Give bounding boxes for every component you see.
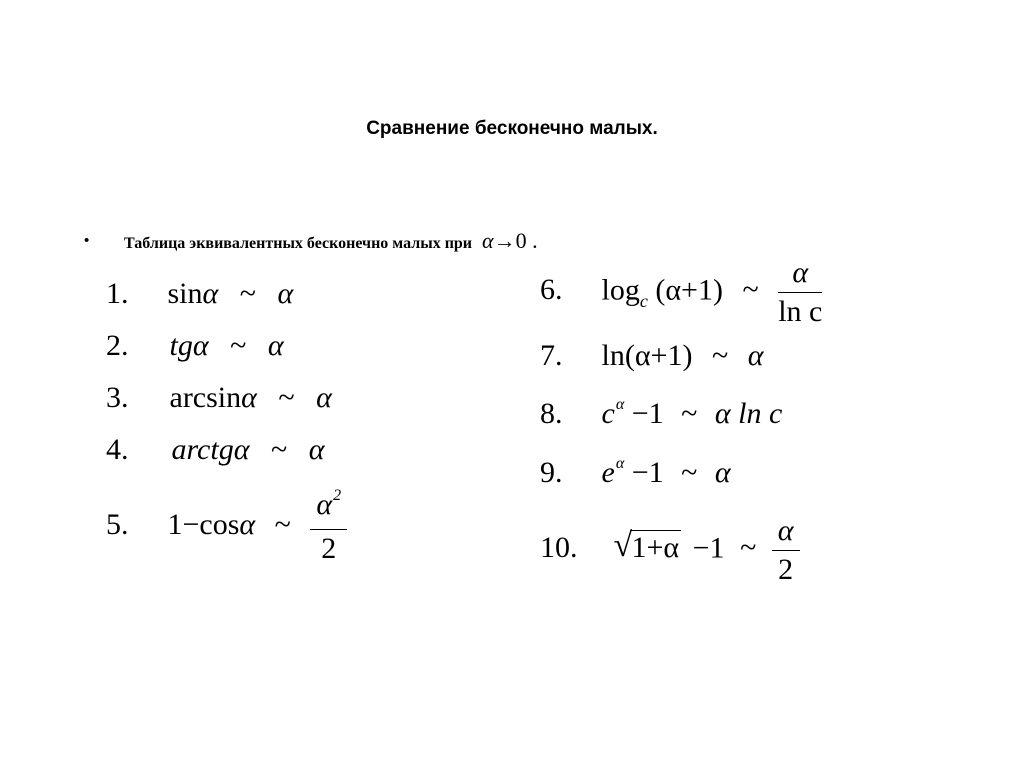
formula-number: 1.: [106, 277, 129, 310]
formula-number: 4.: [106, 433, 129, 466]
formula-5: [106, 488, 347, 566]
formula-rhs: α: [714, 456, 731, 489]
condition-variable: α: [482, 228, 494, 253]
page-title: Сравнение бесконечно малых.: [366, 118, 658, 139]
formula-lhs: sin: [167, 277, 203, 310]
formula-lhs-rest: −1: [692, 531, 725, 565]
fraction-denominator: ln c: [778, 295, 823, 328]
formula-number: 7.: [540, 339, 563, 372]
formula-number: 8.: [540, 397, 563, 430]
square-root: [613, 527, 682, 566]
formula-3: [106, 380, 332, 416]
fraction-denominator: 2: [778, 553, 794, 586]
condition-limit: →0 .: [493, 228, 538, 253]
fraction-denominator: 2: [321, 532, 337, 565]
formula-fraction: [310, 488, 347, 566]
formula-fraction: [778, 256, 822, 329]
formula-rhs: α ln c: [714, 397, 783, 430]
equivalence-sign: ~: [239, 277, 256, 310]
formula-rhs: α: [316, 381, 332, 414]
caption-text: Таблица эквивалентных бесконечно малых при: [124, 235, 473, 252]
formula-7: [540, 338, 763, 374]
formula-lhs-base: c: [601, 397, 615, 430]
formula-8: [540, 396, 782, 437]
formula-number: 6.: [540, 273, 563, 307]
formula-lhs-var: α: [239, 507, 256, 541]
numerator-exponent: 2: [333, 487, 342, 504]
formula-lhs: 1−cos: [167, 507, 240, 541]
formula-number: 3.: [106, 381, 129, 414]
formula-10: [540, 514, 800, 587]
formula-lhs-rest: −1: [631, 456, 664, 489]
formula-number: 9.: [540, 456, 563, 489]
formula-lhs-var: α: [202, 277, 219, 310]
fraction-numerator: α: [778, 256, 822, 293]
formula-9: [540, 455, 731, 496]
formula-lhs-exponent: α: [615, 396, 625, 413]
equivalence-sign: ~: [740, 531, 757, 565]
radicand: 1+α: [631, 531, 680, 565]
equivalence-sign: ~: [681, 456, 698, 489]
equivalence-sign: ~: [274, 507, 291, 541]
equivalence-sign: ~: [278, 381, 295, 414]
formula-4: [106, 432, 324, 468]
formula-lhs-base: e: [601, 456, 615, 489]
formula-rhs: α: [308, 433, 325, 466]
log-argument: (α+1): [655, 273, 723, 307]
equivalence-sign: ~: [270, 433, 288, 466]
equivalence-sign: ~: [711, 339, 729, 372]
equivalence-sign: ~: [681, 397, 698, 430]
formula-number: 10.: [540, 531, 578, 565]
equivalence-sign: ~: [230, 329, 247, 362]
caption-condition: [482, 228, 538, 253]
formula-lhs: log: [601, 273, 640, 307]
fraction-numerator: α: [772, 514, 800, 551]
formula-2: [106, 328, 284, 364]
formula-lhs: arcsin: [169, 381, 242, 414]
formula-rhs: α: [277, 277, 294, 310]
bullet-marker: •: [84, 232, 90, 249]
formula-lhs-var: α: [241, 381, 257, 414]
formula-lhs: arctgα: [171, 433, 250, 466]
table-caption: [124, 228, 538, 254]
formula-rhs: α: [747, 339, 764, 372]
formula-fraction: [772, 514, 800, 587]
radical-sign: √: [613, 527, 633, 565]
formula-rhs: α: [267, 329, 284, 362]
equivalence-sign: ~: [742, 273, 759, 307]
formula-lhs-rest: −1: [631, 397, 664, 430]
formula-number: 5.: [106, 507, 129, 541]
fraction-numerator: [310, 488, 347, 530]
formula-6: [540, 256, 822, 329]
formula-lhs: ln(α+1): [601, 339, 693, 372]
log-base: c: [639, 291, 648, 312]
formula-1: [106, 276, 293, 312]
numerator-var: α: [316, 488, 333, 521]
formula-lhs: tgα: [169, 329, 209, 362]
formula-lhs-exponent: α: [615, 455, 625, 472]
formula-number: 2.: [106, 329, 129, 362]
